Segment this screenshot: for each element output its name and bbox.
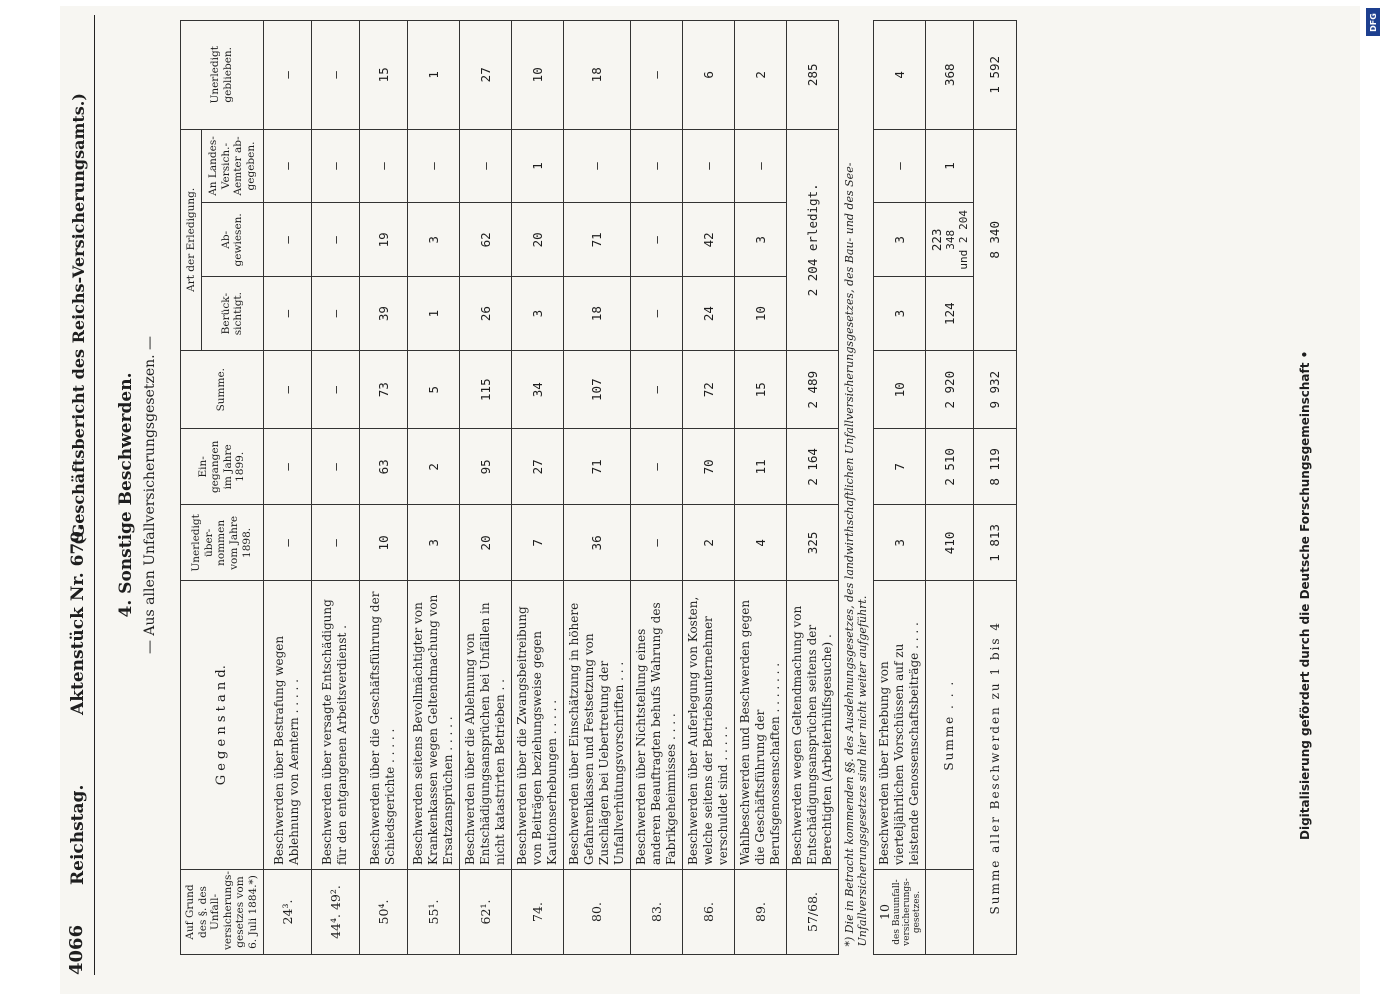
cell-carried: —: [311, 505, 359, 581]
cell-sum: 34: [511, 351, 563, 429]
cell-unsettled: —: [311, 21, 359, 130]
table-row: [311, 21, 359, 955]
cell-consideration: 39: [359, 277, 407, 351]
cell-carried: —: [263, 505, 311, 581]
cell-subject: Beschwerden über die Ablehnung von Entschädigungsansprüchen bei Unfällen in nicht katastrirten Betrieben . .: [459, 581, 511, 870]
sum-consideration: 124: [925, 277, 973, 351]
table-row: [873, 21, 925, 955]
cell-state-office: —: [263, 129, 311, 203]
cell-unsettled: 6: [682, 21, 734, 130]
cell-sum: —: [311, 351, 359, 429]
cell-received: —: [263, 429, 311, 505]
header-sum: Summe.: [181, 351, 264, 429]
cell-para-number: 10: [876, 904, 892, 920]
cell-received: 71: [563, 429, 630, 505]
header-received: Ein-gegangen im Jahre 1899.: [181, 429, 264, 505]
cell-rejected: 19: [359, 203, 407, 277]
cell-para: 57/68.: [786, 870, 838, 955]
footnote: *) Die in Betracht kommenden §§. des Ausdehnungsgesetzes, des landwirthschaftlichen Unfallversicherungsgesetzes, des Bau- und des See-Unfallversicherungsgesetzes sind hier nicht weiter aufgeführt.: [838, 21, 873, 955]
sum-subtotal: 348: [943, 229, 957, 250]
cell-sum: 73: [359, 351, 407, 429]
cell-carried: 3: [873, 505, 925, 581]
complaints-table: [180, 20, 1017, 955]
cell-unsettled: 1: [407, 21, 459, 130]
cell-carried: 2: [682, 505, 734, 581]
cell-subject: Beschwerden über versagte Entschädigung für den entgangenen Arbeitsverdienst .: [311, 581, 359, 870]
table-row: [263, 21, 311, 955]
digitization-note: [1268, 30, 1348, 970]
cell-unsettled: —: [263, 21, 311, 130]
cell-rejected: 71: [563, 203, 630, 277]
complaints-table-wrapper: [180, 20, 1017, 955]
cell-consideration: 24: [682, 277, 734, 351]
cell-rejected: 42: [682, 203, 734, 277]
cell-state-office: —: [359, 129, 407, 203]
cell-received: —: [311, 429, 359, 505]
footnote-row: [838, 21, 873, 955]
table-row: [359, 21, 407, 955]
rotated-page: [60, 15, 1360, 975]
cell-carried: 10: [359, 505, 407, 581]
table-row: [682, 21, 734, 955]
cell-subject: Beschwerden über die Geschäftsführung der Schiedsgerichte . . . . .: [359, 581, 407, 870]
cell-carried: 7: [511, 505, 563, 581]
cell-rejected: —: [263, 203, 311, 277]
cell-carried: 20: [459, 505, 511, 581]
dfg-logo-text: DFG: [1368, 12, 1378, 32]
table-row: [459, 21, 511, 955]
cell-rejected: 20: [511, 203, 563, 277]
page-header: [60, 15, 100, 975]
header-subject: G e g e n s t a n d.: [181, 581, 264, 870]
sum-received: 2 510: [925, 429, 973, 505]
header-carried: Unerledigt über-nommen vom Jahre 1898.: [181, 505, 264, 581]
cell-para: 55¹.: [407, 870, 459, 955]
cell-rejected: 3: [407, 203, 459, 277]
cell-unsettled: 15: [359, 21, 407, 130]
cell-para: 50⁴.: [359, 870, 407, 955]
cell-rejected: —: [630, 203, 682, 277]
cell-sum: —: [630, 351, 682, 429]
cell-consideration: 3: [511, 277, 563, 351]
cell-para: 62¹.: [459, 870, 511, 955]
cell-carried: 3: [407, 505, 459, 581]
cell-para: 44⁴. 49².: [311, 870, 359, 955]
cell-unsettled: 10: [511, 21, 563, 130]
sum-unsettled: 368: [925, 21, 973, 130]
sum-carried: 410: [925, 505, 973, 581]
grand-label: Summe aller Beschwerden zu 1 bis 4: [973, 581, 1016, 955]
cell-consideration: 10: [734, 277, 786, 351]
header-state-office: An Landes-Versich.-Aemter ab-gegeben.: [202, 129, 264, 203]
cell-subject: Beschwerden über die Zwangsbeitreibung von Beiträgen beziehungsweise gegen Kautionserhebungen . . . . .: [511, 581, 563, 870]
cell-carried: 325: [786, 505, 838, 581]
cell-state-office: —: [734, 129, 786, 203]
table-row: [630, 21, 682, 955]
cell-consideration: 26: [459, 277, 511, 351]
sum-label: Summe . . .: [925, 581, 973, 870]
sum-total: 2 920: [925, 351, 973, 429]
cell-unsettled: —: [630, 21, 682, 130]
cell-unsettled: 27: [459, 21, 511, 130]
cell-received: 7: [873, 429, 925, 505]
cell-para: [873, 870, 925, 955]
cell-subject: Beschwerden über Nichtstellung eines anderen Beauftragten behufs Wahrung des Fabrikgeheimnisses . . . .: [630, 581, 682, 870]
cell-carried: 4: [734, 505, 786, 581]
cell-unsettled: 2: [734, 21, 786, 130]
cell-state-office: —: [873, 129, 925, 203]
grand-settled: 8 340: [973, 129, 1016, 350]
cell-sum: 5: [407, 351, 459, 429]
cell-state-office: —: [407, 129, 459, 203]
cell-subject: Beschwerden über Bestrafung wegen Ablehnung von Aemtern . . . . .: [263, 581, 311, 870]
cell-subject: Beschwerden über Einschätzung in höhere Gefahrenklassen und Festsetzung von Zuschlägen bei Uebertretung der Unfallverhütungsvorschriften . . .: [563, 581, 630, 870]
table-row: [511, 21, 563, 955]
table-row: [407, 21, 459, 955]
cell-para: 74.: [511, 870, 563, 955]
table-row: [734, 21, 786, 955]
cell-carried: —: [630, 505, 682, 581]
cell-sum: 72: [682, 351, 734, 429]
cell-subject: Beschwerden wegen Geltendmachung von Entschädigungsansprüchen seitens der Berechtigten (Arbeiterhülfsgesuche) .: [786, 581, 838, 870]
cell-carried: 36: [563, 505, 630, 581]
cell-received: 27: [511, 429, 563, 505]
cell-state-office: —: [682, 129, 734, 203]
cell-received: 95: [459, 429, 511, 505]
cell-state-office: —: [459, 129, 511, 203]
cell-state-office: —: [630, 129, 682, 203]
section-title: 4. Sonstige Beschwerden.: [116, 372, 136, 618]
cell-consideration: 1: [407, 277, 459, 351]
cell-state-office: —: [563, 129, 630, 203]
header-document-number: Aktenstück Nr. 679.: [68, 524, 88, 715]
cell-rejected: 62: [459, 203, 511, 277]
cell-para: 24³.: [263, 870, 311, 955]
sum-rejected: [925, 203, 973, 277]
cell-unsettled: 285: [786, 21, 838, 130]
header-unsettled: Unerledigt geblieben.: [181, 21, 264, 130]
cell-para: 80.: [563, 870, 630, 955]
cell-received: 70: [682, 429, 734, 505]
cell-unsettled: 18: [563, 21, 630, 130]
grand-total-row: [973, 21, 1016, 955]
cell-para: 86.: [682, 870, 734, 955]
header-rejected: Ab-gewiesen.: [202, 203, 264, 277]
cell-received: 63: [359, 429, 407, 505]
cell-consideration: 3: [873, 277, 925, 351]
header-para: Auf Grund des §. des Unfall-versicherungs-gesetzes vom 6. Juli 1884.*): [181, 870, 264, 955]
cell-rejected: 3: [873, 203, 925, 277]
cell-rejected: —: [311, 203, 359, 277]
header-report-title: (Geschäftsbericht des Reichs-Versicherungsamts.): [69, 93, 88, 545]
cell-subject: Beschwerden über Erhebung von vierteljährlichen Vorschüssen auf zu leistende Genossenschaftsbeiträge . . . .: [873, 581, 925, 870]
cell-rejected: 3: [734, 203, 786, 277]
cell-sum: 107: [563, 351, 630, 429]
header-settlement-group: Art der Erledigung.: [181, 129, 202, 350]
cell-para: 89.: [734, 870, 786, 955]
cell-consideration: —: [263, 277, 311, 351]
cell-received: —: [630, 429, 682, 505]
cell-settled-note: 2 204 erledigt.: [786, 129, 838, 350]
cell-state-office: —: [311, 129, 359, 203]
digitization-text: Digitalisierung gefördert durch die Deutsche Forschungsgemeinschaft •: [1298, 350, 1312, 840]
cell-subject: Beschwerden seitens Bevollmächtigter von Krankenkassen wegen Geltendmachung von Ersatzansprüchen . . . . .: [407, 581, 459, 870]
page-number: 4066: [66, 924, 87, 975]
cell-sum: 2 489: [786, 351, 838, 429]
section-subtitle: — Aus allen Unfallversicherungsgesetzen. —: [142, 335, 158, 655]
cell-sum: 15: [734, 351, 786, 429]
cell-consideration: —: [630, 277, 682, 351]
grand-unsettled: 1 592: [973, 21, 1016, 130]
cell-sum: 115: [459, 351, 511, 429]
cell-received: 11: [734, 429, 786, 505]
cell-subject: Beschwerden über Auferlegung von Kosten, welche seitens der Betriebsunternehmer verschuldet sind . . . . .: [682, 581, 734, 870]
header-rule: [94, 15, 95, 975]
sum-rejected-value: 223: [928, 228, 944, 252]
header-left: Reichstag.: [68, 784, 88, 885]
sum-row: [925, 21, 973, 955]
cell-unsettled: 4: [873, 21, 925, 130]
cell-sum: —: [263, 351, 311, 429]
sum-state-office: 1: [925, 129, 973, 203]
cell-para-note: des Bauunfall-versicherungs-gesetzes.: [891, 878, 922, 946]
header-consideration: Berück-sichtigt.: [202, 277, 264, 351]
table-row: [563, 21, 630, 955]
sum-subtotal-note: und 2 204: [956, 210, 970, 270]
grand-carried: 1 813: [973, 505, 1016, 581]
cell-state-office: 1: [511, 129, 563, 203]
cell-subject: Wahlbeschwerden und Beschwerden gegen die Geschäftsführung der Berufsgenossenschaften . . . . . . .: [734, 581, 786, 870]
cell-consideration: —: [311, 277, 359, 351]
dfg-logo: [1366, 8, 1380, 36]
cell-consideration: 18: [563, 277, 630, 351]
table-row: [786, 21, 838, 955]
cell-para: 83.: [630, 870, 682, 955]
cell-received: 2 164: [786, 429, 838, 505]
cell-sum: 10: [873, 351, 925, 429]
grand-received: 8 119: [973, 429, 1016, 505]
cell-received: 2: [407, 429, 459, 505]
grand-sum: 9 932: [973, 351, 1016, 429]
